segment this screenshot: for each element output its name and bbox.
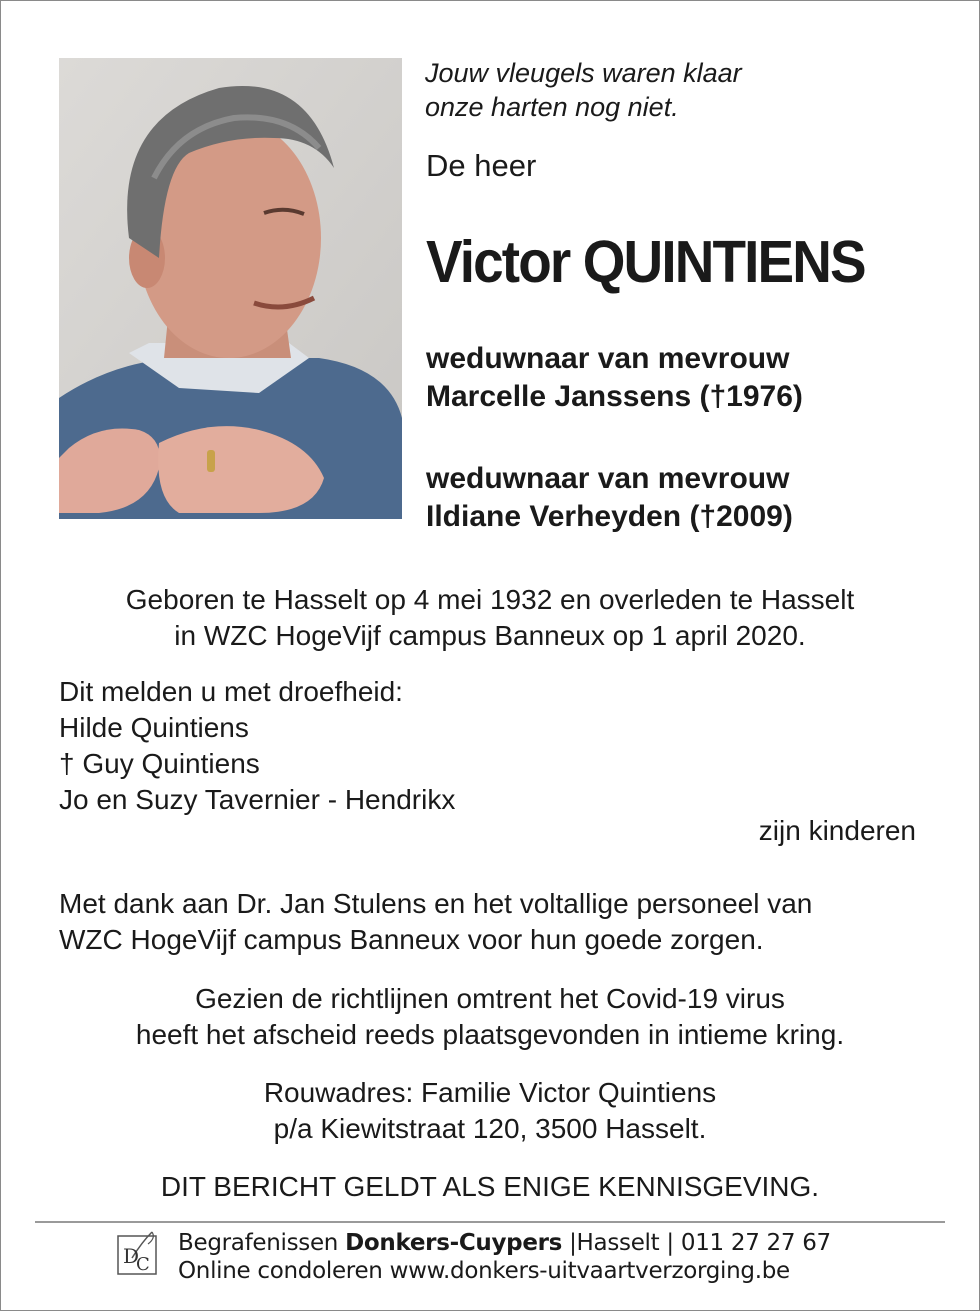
separator: | (666, 1230, 674, 1256)
footer-divider (35, 1221, 945, 1223)
svg-text:C: C (136, 1254, 150, 1275)
birth-line-1: Geboren te Hasselt op 4 mei 1932 en overleden te Hasselt (125, 584, 855, 615)
official-notice: DIT BERICHT GELDT ALS ENIGE KENNISGEVING. (160, 1171, 820, 1202)
condolence-line (178, 1257, 831, 1285)
svg-text:D: D (123, 1244, 140, 1268)
thanks-line-2: WZC HogeVijf campus Banneux voor hun goede zorgen. (59, 924, 764, 955)
honorific: De heer (426, 148, 537, 183)
birth-death-info (0, 582, 980, 654)
mourning-address (0, 1075, 980, 1147)
funeral-home-line (178, 1229, 831, 1257)
thanks-text (59, 886, 812, 958)
covid-line-1: Gezien de richtlijnen omtrent het Covid-19 virus (195, 983, 785, 1014)
website-link[interactable]: www.donkers-uitvaartverzorging.be (389, 1258, 790, 1284)
family-intro: Dit melden u met droefheid: (59, 676, 403, 707)
spouse-name: Marcelle Janssens (†1976) (426, 380, 803, 413)
family-relation: zijn kinderen (758, 815, 916, 846)
covid-notice (0, 981, 980, 1053)
separator: | (569, 1230, 577, 1256)
funeral-company: Donkers-Cuypers (345, 1230, 563, 1256)
portrait-photo (59, 58, 402, 519)
covid-line-2: heeft het afscheid reeds plaatsgevonden in intieme kring. (135, 1019, 845, 1050)
spouse-relation: weduwnaar van mevrouw (426, 342, 790, 375)
funeral-home-logo-icon (112, 1228, 164, 1280)
condolence-label: Online condoleren (178, 1258, 383, 1284)
spouse-block-1 (426, 340, 803, 416)
deceased-name: Victor QUINTIENS (426, 229, 865, 295)
funeral-prefix: Begrafenissen (178, 1230, 339, 1256)
thanks-line-1: Met dank aan Dr. Jan Stulens en het voltallige personeel van (59, 888, 813, 919)
poem (425, 56, 742, 124)
funeral-home-footer (178, 1229, 831, 1285)
spouse-relation: weduwnaar van mevrouw (426, 462, 790, 495)
poem-line-2: onze harten nog niet. (425, 92, 679, 122)
funeral-phone: 011 27 27 67 (680, 1230, 831, 1256)
birth-line-2: in WZC HogeVijf campus Banneux op 1 april 2020. (174, 620, 806, 651)
family-member: † Guy Quintiens (59, 748, 260, 779)
address-line-2: p/a Kiewitstraat 120, 3500 Hasselt. (273, 1113, 707, 1144)
family-member: Jo en Suzy Tavernier - Hendrikx (59, 784, 456, 815)
spouse-name: Ildiane Verheyden (†2009) (426, 500, 793, 533)
family-member: Hilde Quintiens (59, 712, 249, 743)
spouse-block-2 (426, 460, 793, 536)
funeral-city: Hasselt (576, 1230, 660, 1256)
address-line-1: Rouwadres: Familie Victor Quintiens (263, 1077, 717, 1108)
poem-line-1: Jouw vleugels waren klaar (425, 58, 742, 88)
family-list (59, 674, 455, 818)
portrait-illustration (59, 58, 402, 519)
